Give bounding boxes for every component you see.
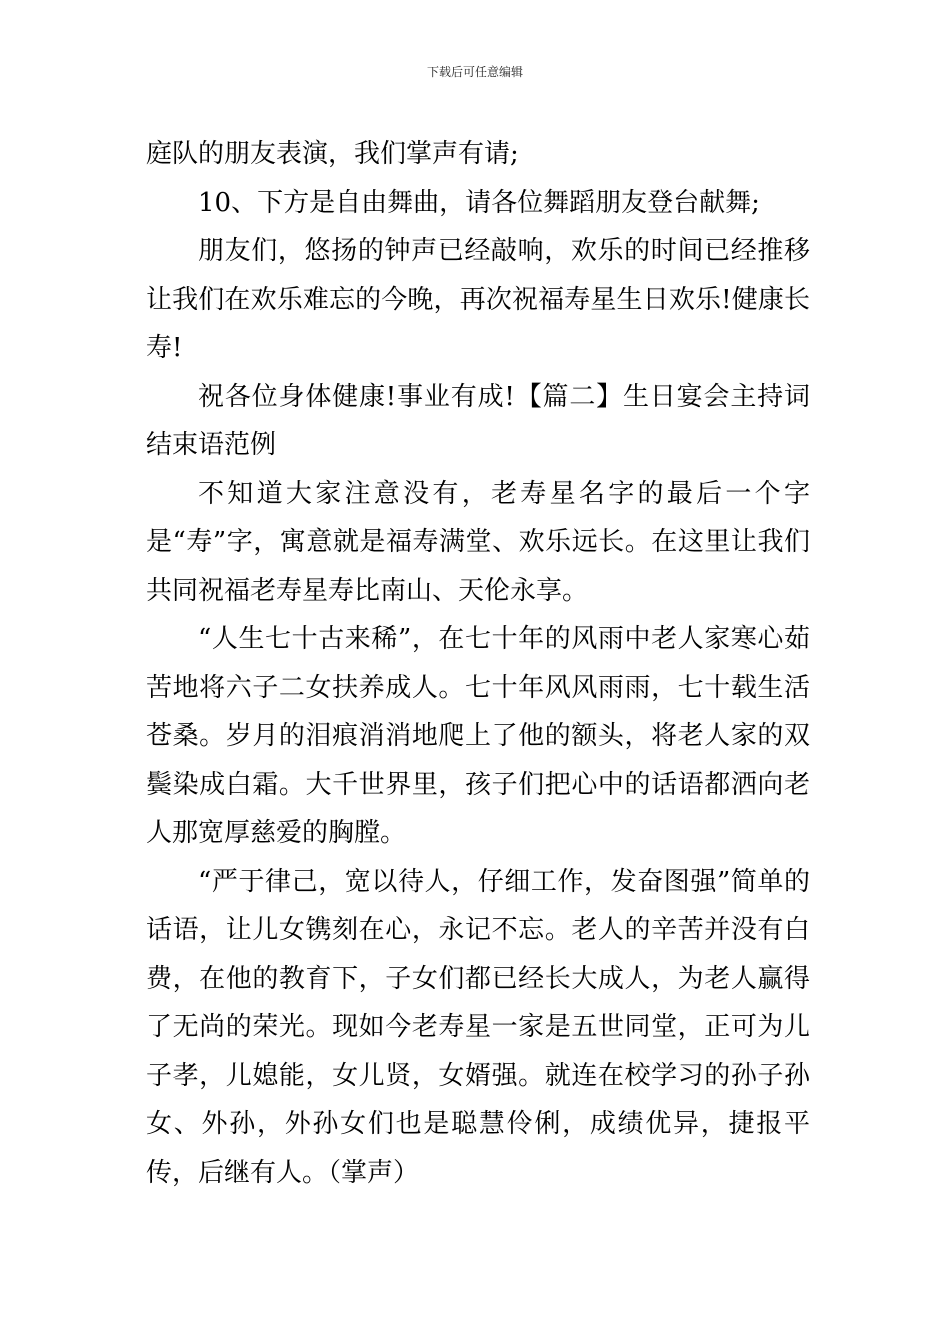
paragraph-continuation: 庭队的朋友表演，我们掌声有请;: [146, 139, 519, 169]
paragraph-item-10: 10、下方是自由舞曲，请各位舞蹈朋友登台献舞;: [198, 187, 760, 218]
document-body: [146, 130, 810, 1197]
page-header: 下载后可任意编辑: [426, 65, 523, 79]
paragraph-family-motto: “严于律己，宽以待人，仔细工作，发奋图强”简单的话语，让儿女镌刻在心，永记不忘。老人的辛苦并没有白费，在他的教育下，子女们都已经长大成人，为老人赢得了无尚的荣光。现如今老寿星一家是五世同堂，正可为儿子孝，儿媳能，女儿贤，女婿强。就连在校学习的孙子孙女、外孙，外孙女们也是聪慧伶俐，成绩优异，捷报平传，后继有人。（掌声）: [146, 866, 810, 1188]
paragraph-closing-wish: 朋友们，悠扬的钟声已经敲响，欢乐的时间已经推移让我们在欢乐难忘的今晚，再次祝福寿星生日欢乐!健康长寿!: [146, 236, 810, 363]
paragraph-name-meaning: 不知道大家注意没有，老寿星名字的最后一个字是“寿”字，寓意就是福寿满堂、欢乐远长。在这里让我们共同祝福老寿星寿比南山、天伦永享。: [146, 478, 810, 606]
paragraph-section-heading: 祝各位身体健康!事业有成!【篇二】生日宴会主持词结束语范例: [146, 381, 810, 460]
paragraph-seventy-years: “人生七十古来稀”，在七十年的风雨中老人家寒心茹苦地将六子二女扶养成人。七十年风风雨雨，七十载生活苍桑。岁月的泪痕消消地爬上了他的额头，将老人家的双鬓染成白霜。大千世界里，孩子们把心中的话语都洒向老人那宽厚慈爱的胸膛。: [146, 624, 810, 848]
